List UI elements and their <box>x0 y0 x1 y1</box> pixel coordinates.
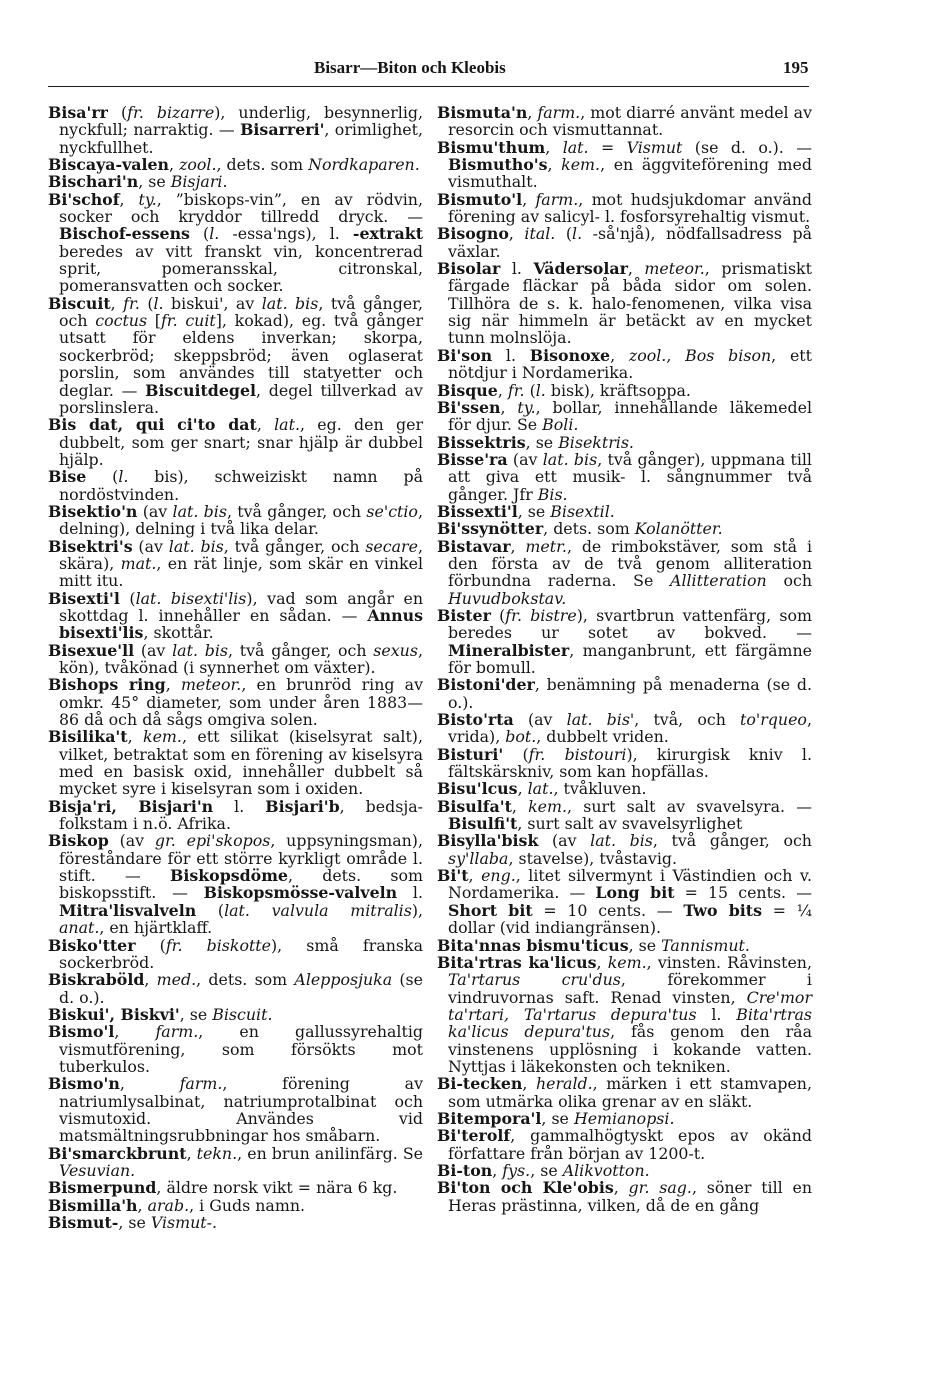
dictionary-entry: Bisa'rr (fr. bizarre), underlig, besynnerlig, nyckfull; narraktig. — Bisarreri', orimlighet, nyckfullhet. <box>48 103 424 157</box>
dictionary-entry: Bisko'tter (fr. biskotte), små franska sockerbröd. <box>48 935 424 972</box>
dictionary-entry: Bismo'l, farm., en gallussyrehaltig vismutförening, som försökts mot tuberkulos. <box>48 1022 423 1076</box>
dictionary-entry: Bismo'n, farm., förening av natriumlysalbinat, natriumprotalbinat och vismutoxid. Användes vid matsmältningsrubbningar hos småbarn. <box>48 1074 423 1146</box>
dictionary-entry: Bissexti'l, se Bisextil. <box>437 501 615 521</box>
dictionary-entry: Bisogno, ital. (l. -så'njå), nödfallsadress på växlar. <box>437 224 813 261</box>
dictionary-entry: Biscaya-valen, zool., dets. som Nordkaparen. <box>48 155 420 175</box>
header-rule <box>48 86 809 87</box>
dictionary-entry: Bisektri's (av lat. bis, två gånger, och secare, skära), mat., en rät linje, som skär en vinkel mitt itu. <box>48 536 423 591</box>
page-number: 195 <box>783 58 809 77</box>
dictionary-entry: Bissektris, se Bisektris. <box>437 432 634 452</box>
dictionary-entry: Biskop (av gr. epi'skopos, uppsyningsman), föreståndare för ett större kyrkligt område l. stift. — Biskopsdöme, dets. som biskopsstift. — Biskopsmösse-valveln l. Mitra'lisvalveln (lat. valvula mitralis), anat., en hjärtklaff. <box>48 831 424 938</box>
dictionary-entry: Bischari'n, se Bisjari. <box>48 172 228 192</box>
dictionary-entry: Bisturi' (fr. bistouri), kirurgisk kniv l. fältskärskniv, som kan hopfällas. <box>437 744 812 782</box>
dictionary-entry: Bisilika't, kem., ett silikat (kiselsyrat salt), vilket, betraktat som en förening av kiselsyra med en basisk oxid, innehåller dubbelt så mycket syre i kiselsyran som i oxiden. <box>48 727 423 799</box>
dictionary-entry: Bisulfa't, kem., surt salt av svavelsyra. — Bisulfi't, surt salt av svavelsyrlighet <box>437 796 812 834</box>
dictionary-entry: Bisektio'n (av lat. bis, två gånger, och se'ctio, delning), delning i två lika delar. <box>48 501 423 539</box>
dictionary-entry: Bi-tecken, herald., märken i ett stamvapen, som utmärka olika grenar av en släkt. <box>437 1074 812 1111</box>
dictionary-entry: Bistavar, metr., de rimbokstäver, som stå i den första av de två genom alliteration förbundna raderna. Se Allitteration och Huvudbokstav. <box>437 536 813 608</box>
right-column <box>437 104 812 1214</box>
dictionary-entry: Biskui', Biskvi', se Biscuit. <box>48 1004 273 1024</box>
dictionary-entry: Bisja'ri, Bisjari'n l. Bisjari'b, bedsja-folkstam i n.ö. Afrika. <box>48 796 423 834</box>
dictionary-entry: Bisto'rta (av lat. bis', två, och to'rqueo, vrida), bot., dubbelt vriden. <box>437 710 812 747</box>
dictionary-entry: Biscuit, fr. (l. biskui', av lat. bis, två gånger, och coctus [fr. cuit], kokad), eg. två gånger utsatt för eldens inverkan; skorpa, sockerbröd; skeppsbröd; även oglaserat porslin, som användes till statyetter och deglar. — Biscuitdegel, degel tillverkad av porslinslera. <box>48 293 423 417</box>
dictionary-entry: Bi'ssynötter, dets. som Kolanötter. <box>437 519 723 539</box>
running-head <box>0 58 928 80</box>
dictionary-entry: Bita'nnas bismu'ticus, se Tannismut. <box>437 935 750 955</box>
dictionary-entry: Bisexti'l (lat. bisexti'lis), vad som angår en skottdag l. innehåller en sådan. — Annus bisexti'lis, skottår. <box>48 588 423 643</box>
dictionary-entry: Bis dat, qui ci'to dat, lat., eg. den ger dubbelt, som ger snart; snar hjälp är dubbel hjälp. <box>48 415 423 469</box>
dictionary-entry: Bi't, eng., litet silvermynt i Västindien och v. Nordamerika. — Long bit = 15 cents. — Short bit = 10 cents. — Two bits = ¼ dollar (vid indiangränsen). <box>437 866 813 938</box>
dictionary-entry: Bisylla'bisk (av lat. bis, två gånger, och sy'llaba, stavelse), tvåstavig. <box>437 831 812 868</box>
dictionary-entry: Bisu'lcus, lat., tvåkluven. <box>437 779 647 799</box>
dictionary-entry: Bistoni'der, benämning på menaderna (se d. o.). <box>437 675 812 712</box>
dictionary-entry: Bisque, fr. (l. bisk), kräftsoppa. <box>437 380 691 400</box>
dictionary-entry: Bisse'ra (av lat. bis, två gånger), uppmana till att giva ett musik- l. sångnummer två gånger. Jfr Bis. <box>437 449 812 504</box>
dictionary-entry: Bismu'thum, lat. = Vismut (se d. o.). — Bismutho's, kem., en äggviteförening med vismuthalt. <box>437 137 812 192</box>
dictionary-entry: Bita'rtras ka'licus, kem., vinsten. Råvinsten, Ta'rtarus cru'dus, förekommer i vindruvornas saft. Renad vinsten, Cre'mor ta'rtari, Ta'rtarus depura'tus l. Bita'rtras ka'licus depura'tus, fås genom den råa vinstenens upplösning i kokande vatten. Nyttjas i läkekonsten och tekniken. <box>437 952 812 1076</box>
dictionary-entry: Bi'terolf, gammalhögtyskt epos av okänd författare från början av 1200-t. <box>437 1126 812 1163</box>
dictionary-entry: Bismilla'h, arab., i Guds namn. <box>48 1195 306 1215</box>
dictionary-entry: Bi'schof, ty., ”biskops-vin”, en av rödvin, socker och kryddor tillredd dryck. — Bischof-essens (l. -essa'ngs), l. -extrakt beredes av vitt franskt vin, koncentrerad sprit, pomeransskal, citronskal, pomeransvatten och socker. <box>48 189 424 296</box>
dictionary-entry: Bise (l. bis), schweiziskt namn på nordöstvinden. <box>48 467 423 504</box>
dictionary-entry: Bismerpund, äldre norsk vikt = nära 6 kg. <box>48 1178 398 1198</box>
dictionary-entry: Bi-ton, fys., se Alikvotton. <box>437 1160 650 1180</box>
dictionary-entry: Bi'smarckbrunt, tekn., en brun anilinfärg. Se Vesuvian. <box>48 1143 423 1180</box>
left-column <box>48 104 423 1231</box>
dictionary-entry: Bister (fr. bistre), svartbrun vattenfärg, som beredes ur sotet av bokved. — Mineralbister, manganbrunt, ett färgämne för bomull. <box>437 605 812 677</box>
dictionary-entry: Bismuto'l, farm., mot hudsjukdomar använd förening av salicyl- l. fosforsyrehaltig vismut. <box>437 189 812 227</box>
dictionary-entry: Bi'ton och Kle'obis, gr. sag., söner till en Heras prästinna, vilken, då de en gång <box>437 1178 812 1215</box>
dictionary-entry: Bismuta'n, farm., mot diarré använt medel av resorcin och vismuttannat. <box>437 103 813 140</box>
dictionary-entry: Bi'ssen, ty., bollar, innehållande läkemedel för djur. Se Boli. <box>437 397 812 435</box>
dictionary-entry: Bi'son l. Bisonoxe, zool., Bos bison, ett nötdjur i Nordamerika. <box>437 345 813 383</box>
dictionary-entry: Bisexue'll (av lat. bis, två gånger, och sexus, kön), tvåkönad (i synnerhet om växter). <box>48 640 423 677</box>
dictionary-entry: Bisolar l. Vädersolar, meteor., prismatiskt färgade fläckar på båda sidor om solen. Tillhöra de s. k. halo-fenomenen, vilka visa sig när himmeln är betäckt av en mycket tunn molnslöja. <box>437 259 812 348</box>
dictionary-entry: Biskraböld, med., dets. som Alepposjuka (se d. o.). <box>48 970 424 1007</box>
dictionary-entry: Bitempora'l, se Hemianopsi. <box>437 1108 675 1128</box>
running-head-title: Bisarr—Biton och Kleobis <box>314 58 506 77</box>
dictionary-entry: Bishops ring, meteor., en brunröd ring av omkr. 45° diameter, som under åren 1883—86 då och då sågs omgiva solen. <box>48 675 424 730</box>
dictionary-entry: Bismut-, se Vismut-. <box>48 1213 217 1232</box>
